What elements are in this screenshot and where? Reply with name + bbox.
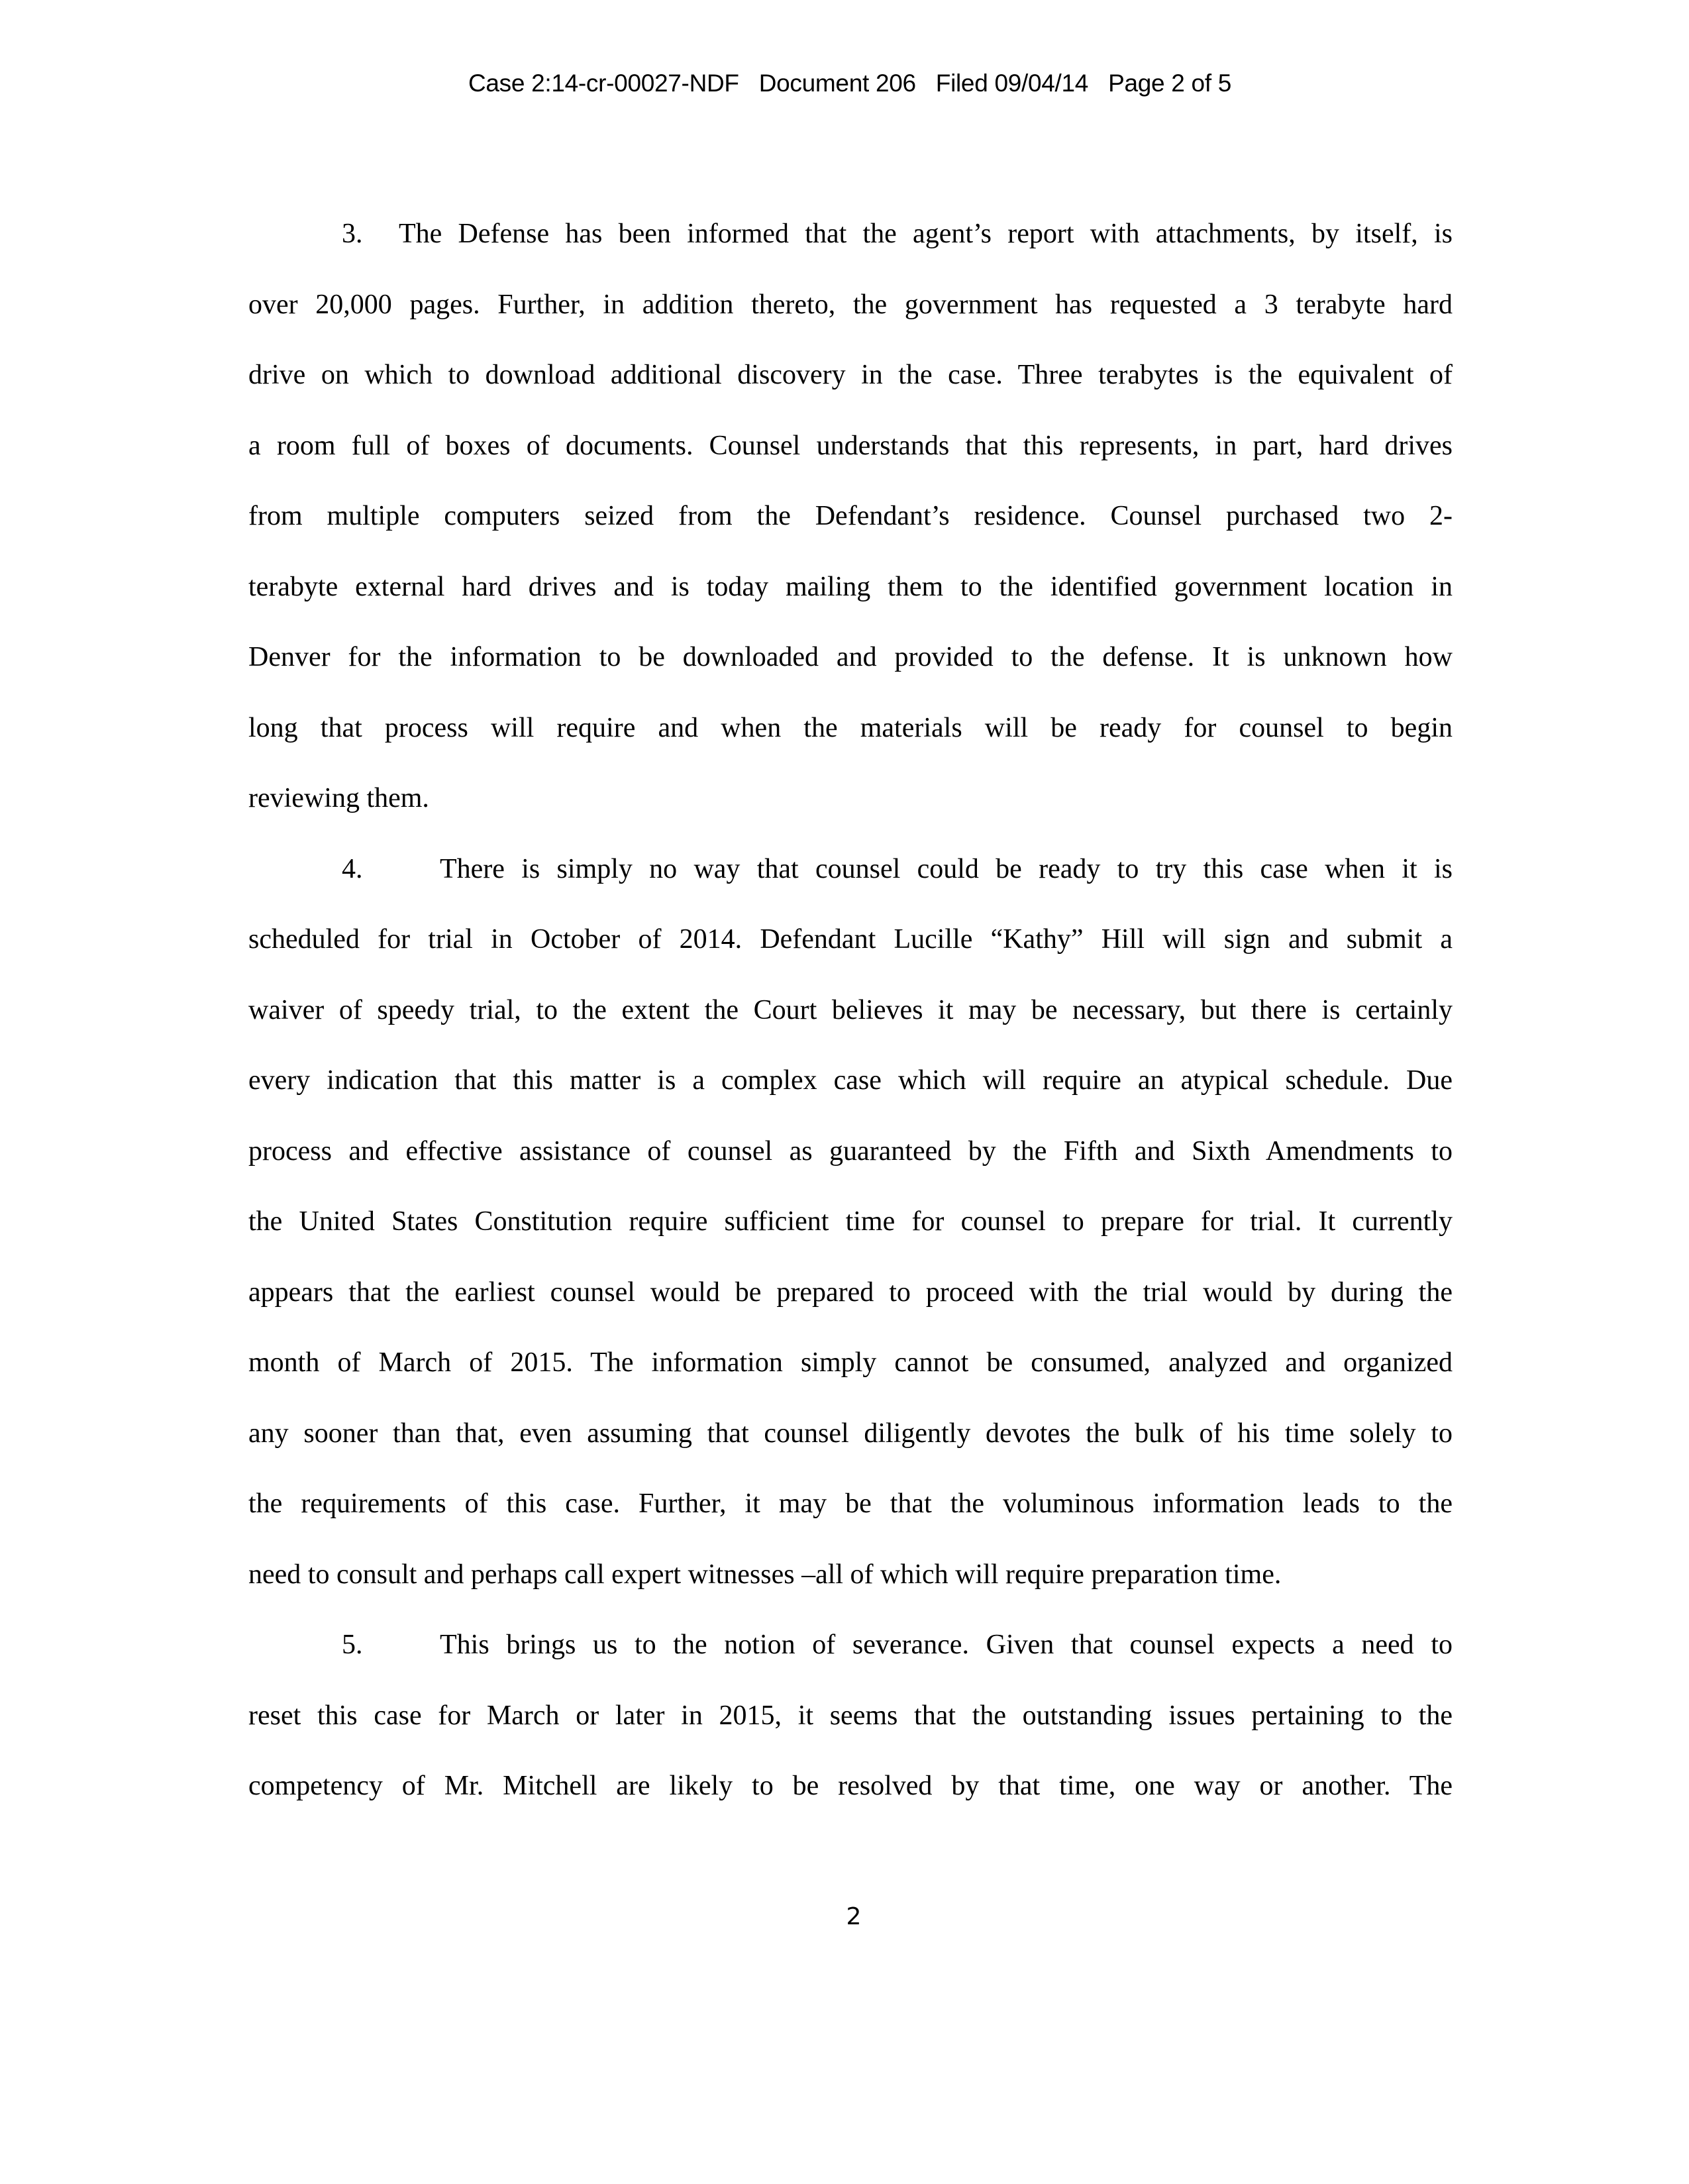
text-line: long that process will require and when the materials will be ready for counsel to begin xyxy=(248,712,1453,743)
paragraph-3 xyxy=(248,199,1453,834)
text-line: waiver of speedy trial, to the extent the Court believes it may be necessary, but there is certainly xyxy=(248,994,1453,1025)
paragraph-4 xyxy=(248,834,1453,1610)
text-line: 5. This brings us to the notion of severance. Given that counsel expects a need to xyxy=(248,1610,1453,1681)
text-line: Denver for the information to be downloaded and provided to the defense. It is unknown how xyxy=(248,642,1453,672)
text-line: any sooner than that, even assuming that counsel diligently devotes the bulk of his time solely to xyxy=(248,1418,1453,1449)
ecf-filing-header xyxy=(0,69,1689,98)
text-line: from multiple computers seized from the Defendant’s residence. Counsel purchased two 2- xyxy=(248,501,1453,531)
text-line: appears that the earliest counsel would be prepared to proceed with the trial would by during the xyxy=(248,1276,1453,1308)
text-line: need to consult and perhaps call expert witnesses –all of which will require preparation time. xyxy=(248,1559,1282,1590)
text-line: 3. The Defense has been informed that the agent’s report with attachments, by itself, is xyxy=(248,199,1453,270)
header-filed-date: Filed 09/04/14 xyxy=(935,70,1089,97)
text-line: the requirements of this case. Further, it may be that the voluminous information leads to the xyxy=(248,1488,1453,1519)
text-line: over 20,000 pages. Further, in addition thereto, the government has requested a 3 terabyte hard xyxy=(248,289,1453,320)
text-line: a room full of boxes of documents. Counsel understands that this represents, in part, hard drives xyxy=(248,430,1453,461)
page-number: 2 xyxy=(846,1903,862,1930)
header-document-number: Document 206 xyxy=(758,70,916,97)
paragraph-number: 3. xyxy=(342,219,363,249)
header-page-count: Page 2 of 5 xyxy=(1108,70,1232,97)
text-line: every indication that this matter is a complex case which will require an atypical schedule. Due xyxy=(248,1065,1453,1096)
paragraph-5 xyxy=(248,1610,1453,1822)
text-line: the United States Constitution require sufficient time for counsel to prepare for trial. It currently xyxy=(248,1206,1453,1237)
paragraph-number: 5. xyxy=(342,1630,363,1660)
text-line: reviewing them. xyxy=(248,783,429,813)
paragraph-number: 4. xyxy=(342,853,363,884)
text-line: scheduled for trial in October of 2014. Defendant Lucille “Kathy” Hill will sign and submit a xyxy=(248,924,1453,955)
text-line: process and effective assistance of counsel as guaranteed by the Fifth and Sixth Amendments to xyxy=(248,1135,1453,1167)
text-line: 4. There is simply no way that counsel could be ready to try this case when it is xyxy=(248,834,1453,905)
text-line: terabyte external hard drives and is today mailing them to the identified government location in xyxy=(248,571,1453,602)
text-line: reset this case for March or later in 2015, it seems that the outstanding issues pertaining to the xyxy=(248,1700,1453,1731)
text-line: month of March of 2015. The information simply cannot be consumed, analyzed and organized xyxy=(248,1347,1453,1378)
body-text xyxy=(248,199,1453,1822)
text-line: drive on which to download additional discovery in the case. Three terabytes is the equivalent of xyxy=(248,360,1453,390)
text-line: competency of Mr. Mitchell are likely to be resolved by that time, one way or another. The xyxy=(248,1771,1453,1801)
header-case-number: Case 2:14-cr-00027-NDF xyxy=(468,70,739,97)
